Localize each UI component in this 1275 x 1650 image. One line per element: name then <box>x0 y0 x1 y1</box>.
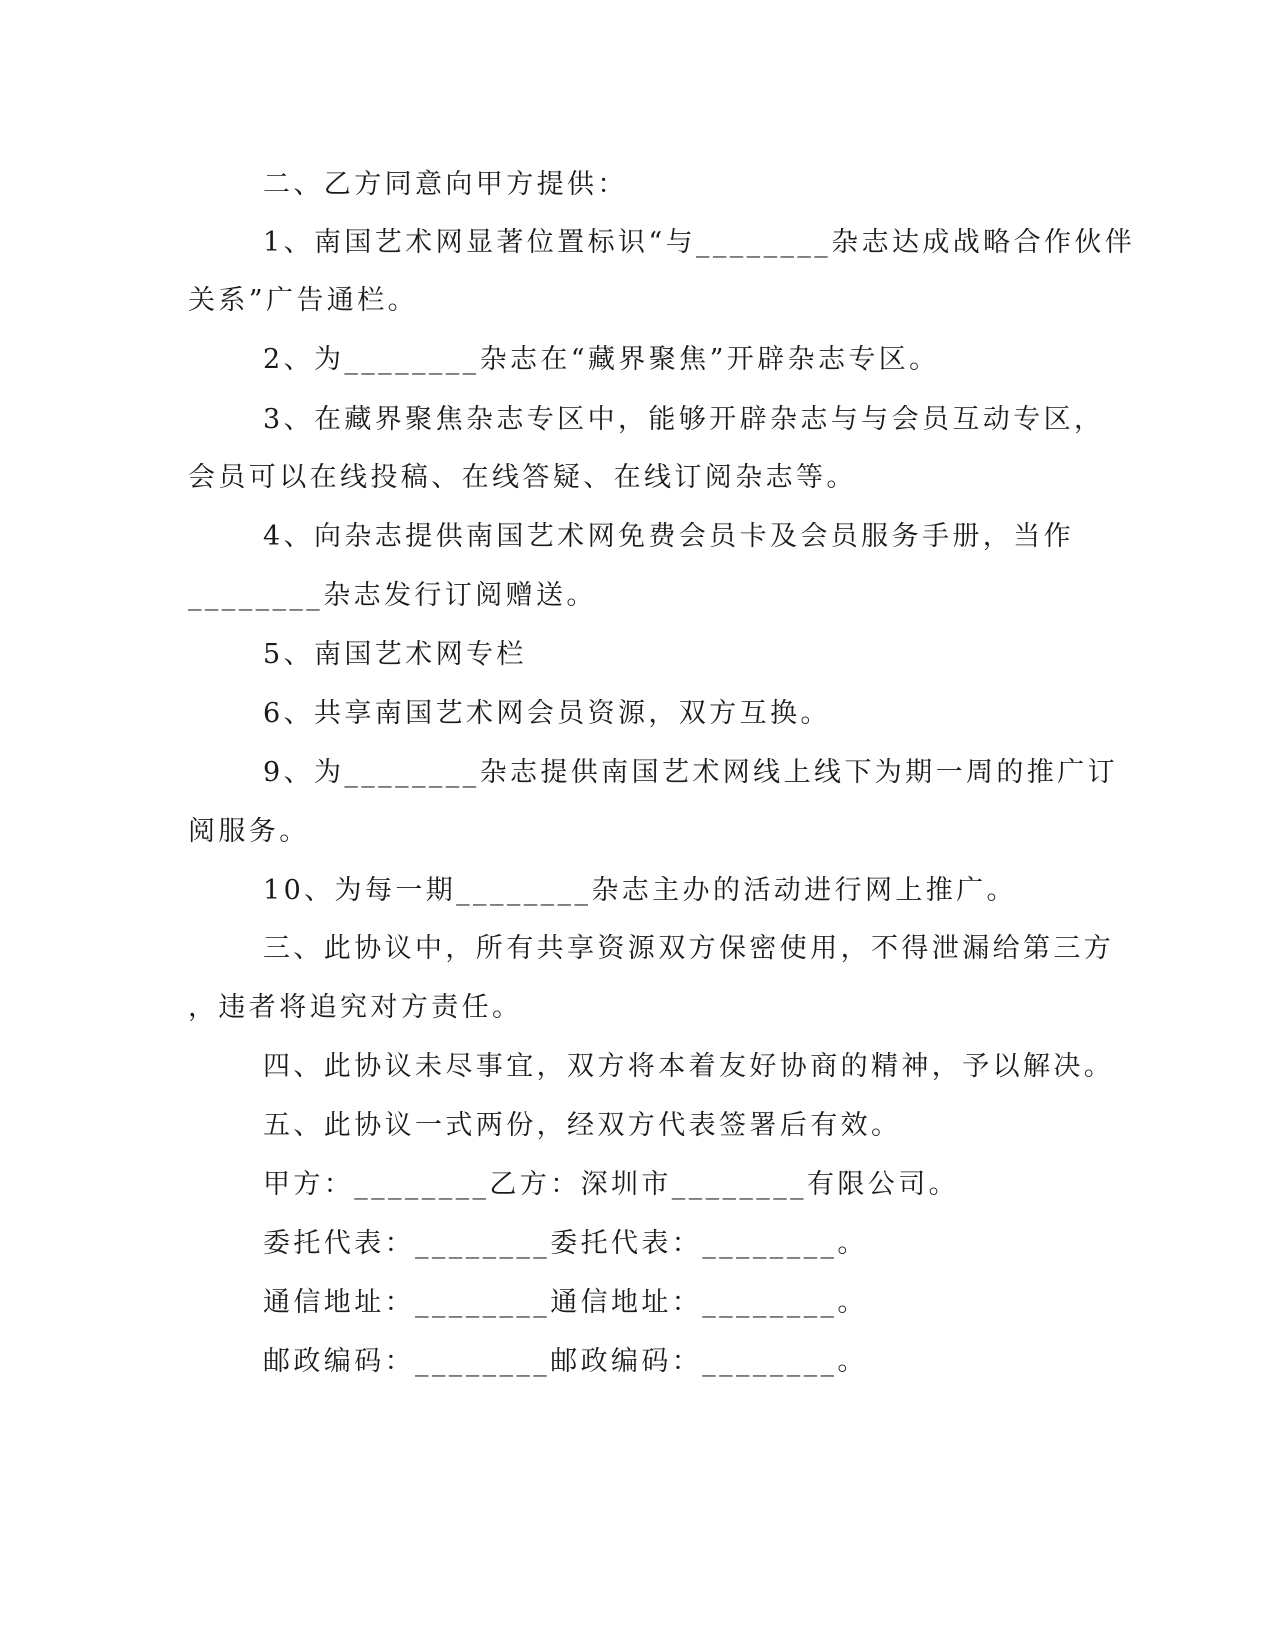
item-9-line-1: 9、为________杂志提供南国艺术网线上线下为期一周的推广订 <box>263 757 1118 788</box>
item-1-line-1: 1、南国艺术网显著位置标识“与________杂志达成战略合作伙伴 <box>263 227 1136 258</box>
item-10: 10、为每一期________杂志主办的活动进行网上推广。 <box>263 875 1017 906</box>
item-9-line-2: 阅服务。 <box>188 816 310 847</box>
item-4-line-2: ________杂志发行订阅赠送。 <box>188 580 597 611</box>
signature-representatives: 委托代表：________委托代表：________。 <box>263 1228 868 1259</box>
item-2: 2、为________杂志在“藏界聚焦”开辟杂志专区。 <box>263 344 940 375</box>
item-6: 6、共享南国艺术网会员资源，双方互换。 <box>263 698 831 729</box>
item-4-line-1: 4、向杂志提供南国艺术网免费会员卡及会员服务手册，当作 <box>263 521 1074 552</box>
signature-postal-codes: 邮政编码：________邮政编码：________。 <box>263 1346 868 1377</box>
clause-3-line-2: ，违者将追究对方责任。 <box>188 992 523 1023</box>
signature-addresses: 通信地址：________通信地址：________。 <box>263 1287 868 1318</box>
clause-4: 四、此协议未尽事宜，双方将本着友好协商的精神，予以解决。 <box>263 1051 1115 1082</box>
clause-5: 五、此协议一式两份，经双方代表签署后有效。 <box>263 1110 902 1141</box>
item-5: 5、南国艺术网专栏 <box>263 639 527 670</box>
clause-2-heading: 二、乙方同意向甲方提供： <box>263 169 628 200</box>
item-3-line-2: 会员可以在线投稿、在线答疑、在线订阅杂志等。 <box>188 462 857 493</box>
item-3-line-1: 3、在藏界聚焦杂志专区中，能够开辟杂志与与会员互动专区， <box>263 404 1105 435</box>
clause-3-line-1: 三、此协议中，所有共享资源双方保密使用，不得泄漏给第三方 <box>263 933 1115 964</box>
signature-parties: 甲方：________乙方：深圳市________有限公司。 <box>263 1169 959 1200</box>
item-1-line-2: 关系”广告通栏。 <box>188 285 419 316</box>
